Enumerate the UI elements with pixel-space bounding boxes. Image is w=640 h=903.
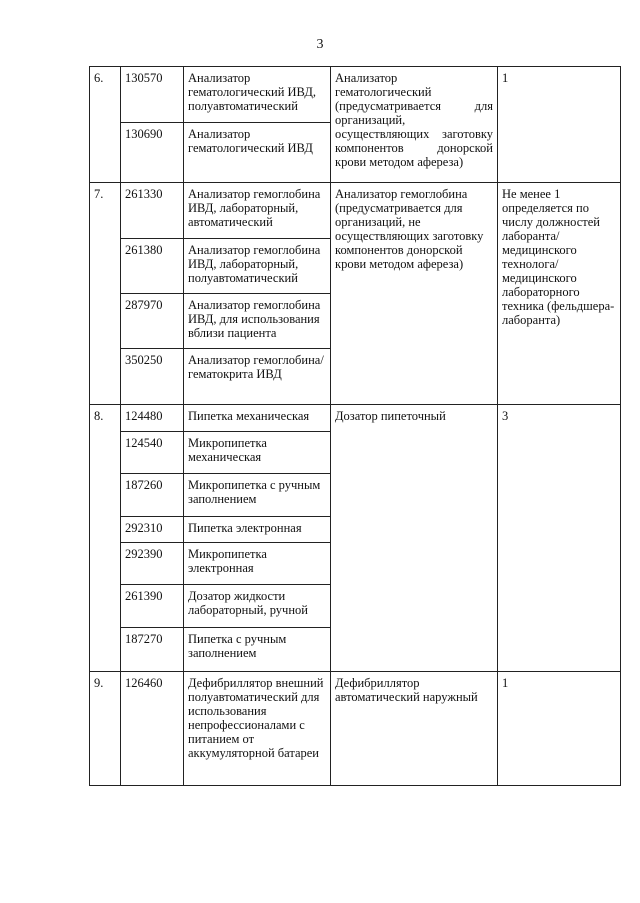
page-number: 3 <box>316 37 324 52</box>
code-cell: 350250 <box>121 349 184 405</box>
qty-cell: Не менее 1 определяется по числу должностей лаборанта/ медицинского технолога/ медицинского лабораторного техника (фельдшера-лаборанта) <box>498 183 621 405</box>
type-cell: Дефибриллятор автоматический наружный <box>331 672 498 786</box>
name-cell: Анализатор гемоглобина ИВД, для использования вблизи пациента <box>184 294 331 349</box>
name-cell: Пипетка с ручным заполнением <box>184 628 331 672</box>
row-number: 8. <box>90 405 121 672</box>
row-number: 7. <box>90 183 121 405</box>
name-cell: Дефибриллятор внешний полуавтоматический для использования непрофессионалами с питанием от аккумуляторной батареи <box>184 672 331 786</box>
code-cell: 261390 <box>121 585 184 628</box>
code-cell: 292310 <box>121 517 184 543</box>
name-cell: Анализатор гематологический ИВД <box>184 123 331 183</box>
code-cell: 261380 <box>121 239 184 294</box>
type-cell: Анализатор гематологический (предусматривается для организаций, осуществляющих заготовку компонентов донорской крови методом афереза) <box>331 67 498 183</box>
table-row <box>90 183 621 239</box>
qty-cell: 1 <box>498 672 621 786</box>
name-cell: Пипетка механическая <box>184 405 331 432</box>
code-cell: 124480 <box>121 405 184 432</box>
code-cell: 124540 <box>121 432 184 474</box>
equipment-table <box>89 66 621 786</box>
code-cell: 130570 <box>121 67 184 123</box>
qty-cell: 1 <box>498 67 621 183</box>
table-row <box>90 67 621 123</box>
name-cell: Микропипетка механическая <box>184 432 331 474</box>
name-cell: Анализатор гематологический ИВД, полуавтоматический <box>184 67 331 123</box>
code-cell: 292390 <box>121 543 184 585</box>
code-cell: 126460 <box>121 672 184 786</box>
code-cell: 187260 <box>121 474 184 517</box>
name-cell: Пипетка электронная <box>184 517 331 543</box>
row-number: 6. <box>90 67 121 183</box>
name-cell: Анализатор гемоглобина ИВД, лабораторный, автоматический <box>184 183 331 239</box>
code-cell: 287970 <box>121 294 184 349</box>
qty-cell: 3 <box>498 405 621 672</box>
name-cell: Анализатор гемоглобина ИВД, лабораторный, полуавтоматический <box>184 239 331 294</box>
code-cell: 130690 <box>121 123 184 183</box>
row-number: 9. <box>90 672 121 786</box>
type-cell: Дозатор пипеточный <box>331 405 498 672</box>
name-cell: Микропипетка с ручным заполнением <box>184 474 331 517</box>
name-cell: Микропипетка электронная <box>184 543 331 585</box>
code-cell: 187270 <box>121 628 184 672</box>
type-cell: Анализатор гемоглобина (предусматривается для организаций, не осуществляющих заготовку компонентов донорской крови методом афереза) <box>331 183 498 405</box>
table-row <box>90 405 621 432</box>
name-cell: Анализатор гемоглобина/гематокрита ИВД <box>184 349 331 405</box>
table-row <box>90 672 621 786</box>
code-cell: 261330 <box>121 183 184 239</box>
name-cell: Дозатор жидкости лабораторный, ручной <box>184 585 331 628</box>
